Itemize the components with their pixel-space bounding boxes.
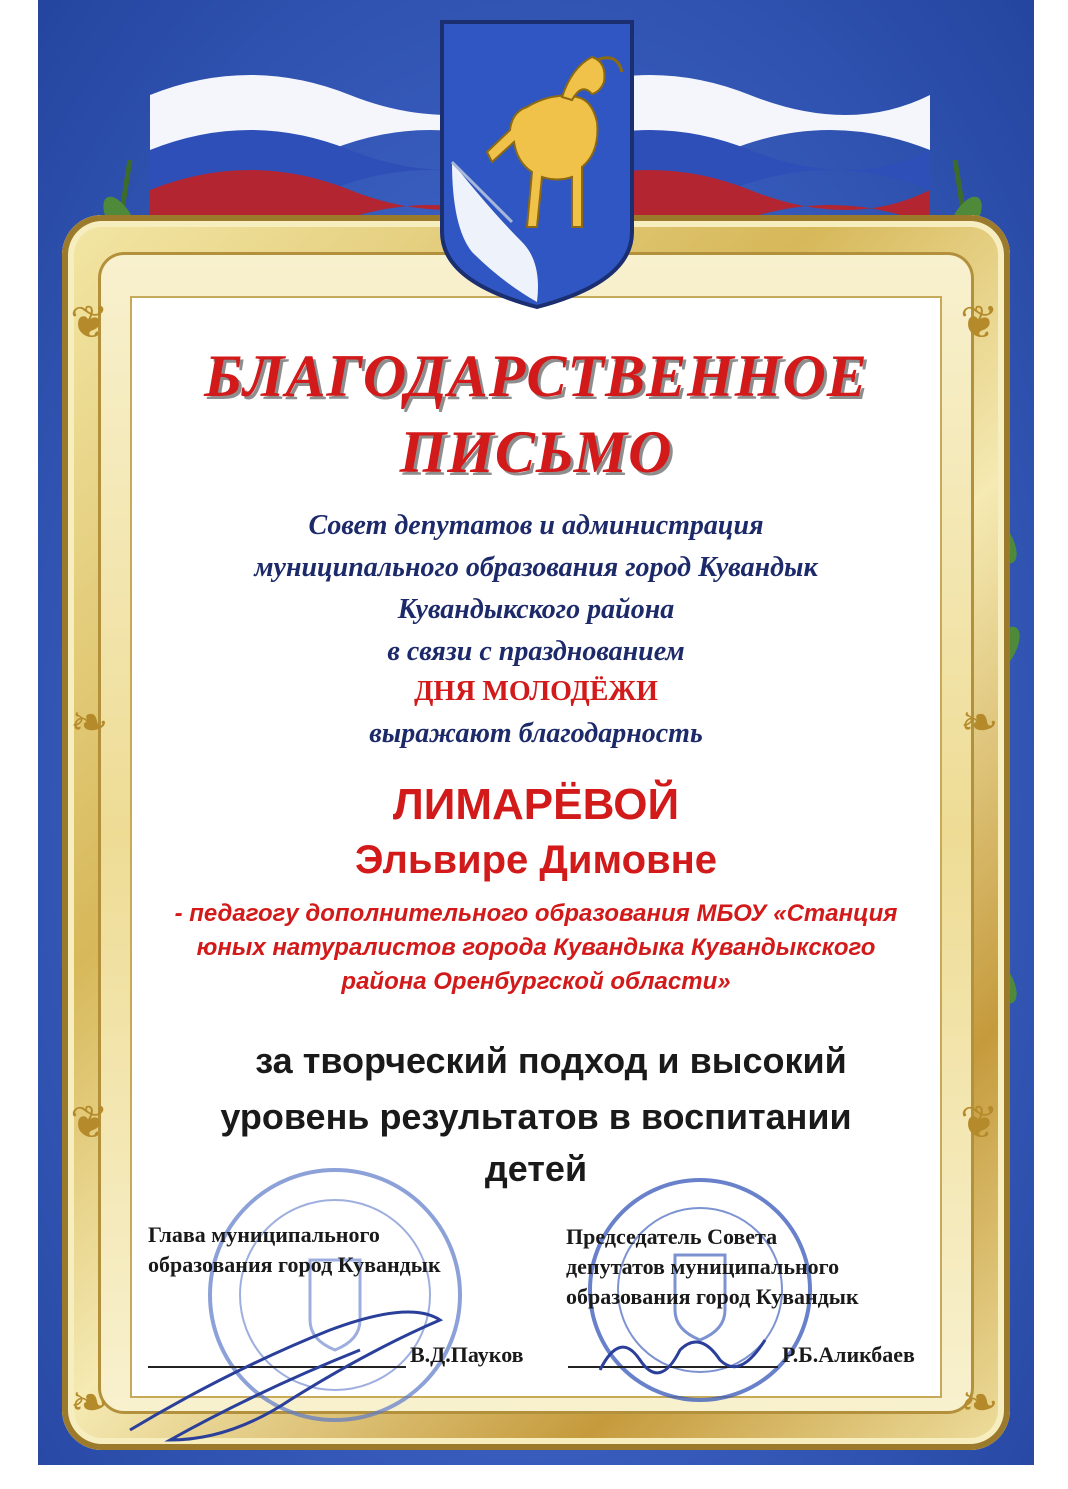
right-signatory-title: депутатов муниципального: [566, 1254, 840, 1279]
scroll-ornament-icon: ❧: [960, 1377, 999, 1428]
right-signatory-name: Р.Б.Аликбаев: [782, 1342, 915, 1367]
recipient-position: - педагогу дополнительного образования МБОУ «Станция: [174, 900, 898, 927]
scroll-ornament-icon: ❦: [70, 297, 109, 348]
certificate-title: БЛАГОДАРСТВЕННОЕ: [204, 343, 868, 409]
recipient-surname: ЛИМАРЁВОЙ: [392, 780, 680, 829]
right-signatory-title: Председатель Совета: [566, 1224, 778, 1249]
occasion-name: ДНЯ МОЛОДЁЖИ: [414, 676, 658, 707]
right-signatory-title: образования город Кувандык: [566, 1284, 859, 1309]
scroll-ornament-icon: ❧: [960, 697, 999, 748]
occasion-line: выражают благодарность: [369, 718, 703, 749]
scroll-ornament-icon: ❧: [70, 1377, 109, 1428]
left-signatory-name: В.Д.Пауков: [410, 1342, 524, 1367]
reason-line: уровень результатов в воспитании: [220, 1096, 852, 1137]
scroll-ornament-icon: ❦: [960, 297, 999, 348]
reason-line: за творческий подход и высокий: [255, 1040, 847, 1081]
recipient-given-name: Эльвире Димовне: [354, 838, 717, 882]
issuer-line: муниципального образования город Кувандык: [254, 552, 818, 583]
issuer-line: Кувандыкского района: [397, 594, 675, 625]
occasion-line: в связи с празднованием: [387, 636, 685, 667]
issuer-line: Совет депутатов и администрация: [308, 510, 764, 541]
right-handwritten-signature: [590, 1320, 790, 1400]
reason-line: детей: [484, 1148, 588, 1189]
scroll-ornament-icon: ❧: [70, 697, 109, 748]
left-signatory-title: Глава муниципального: [148, 1222, 380, 1247]
scroll-ornament-icon: ❦: [70, 1097, 109, 1148]
scroll-ornament-icon: ❦: [960, 1097, 999, 1148]
certificate-title-line2: ПИСЬМО: [399, 419, 673, 485]
coat-of-arms-horse-icon: [432, 12, 642, 312]
left-signatory-title: образования город Кувандык: [148, 1252, 441, 1277]
left-handwritten-signature: [110, 1290, 470, 1450]
recipient-position: района Оренбургской области»: [341, 968, 731, 995]
recipient-position: юных натуралистов города Кувандыка Кувандыкского: [196, 934, 876, 961]
